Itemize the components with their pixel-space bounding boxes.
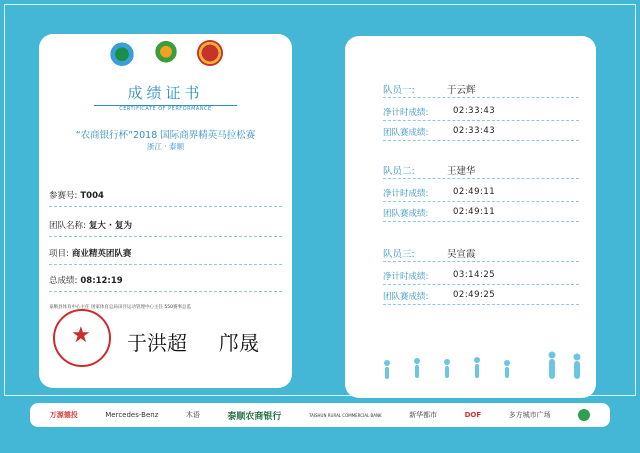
signatory-caption: 泰顺县体育中心主任 国家体育总局田径运动管理中心主任 550赛事总监 <box>49 305 191 310</box>
sponsor-bar <box>30 403 610 427</box>
field-label: 总成绩: <box>49 276 78 286</box>
net-time-row <box>383 187 579 202</box>
signature-2: 邝晟 <box>219 331 259 355</box>
field-value: 商业精英团队赛 <box>71 249 132 259</box>
sponsor-5: TAISHUN RURAL COMMERCIAL BANK <box>308 412 382 418</box>
net-time-value: 03:14:25 <box>453 270 496 280</box>
event-emblem-logo <box>197 40 223 66</box>
member-name-row <box>383 246 579 262</box>
zhejiang-bank-logo <box>109 40 135 66</box>
net-time-label: 净计时成绩: <box>383 189 429 199</box>
total-time-field <box>49 274 282 292</box>
field-label: 团队名称: <box>49 221 86 231</box>
event-location: 浙江 · 泰顺 <box>146 142 185 151</box>
bib-number-field <box>49 189 282 207</box>
member-name-row <box>383 163 579 179</box>
member-label: 队员三: <box>383 249 415 260</box>
sponsor-3: 木语 <box>185 411 200 419</box>
category-field <box>49 247 282 265</box>
results-card <box>345 36 596 398</box>
team-time-label: 团队赛成绩: <box>383 292 429 302</box>
certificate-title: 成绩证书 <box>127 84 204 102</box>
sponsor-4: 泰顺农商银行 <box>227 411 282 422</box>
sponsor-7: DOF <box>464 411 482 419</box>
member-name: 王建华 <box>447 166 476 177</box>
net-time-row <box>383 106 579 121</box>
net-time-label: 净计时成绩: <box>383 108 429 118</box>
runners-silhouette-icon <box>377 349 592 389</box>
field-value: T004 <box>80 191 104 201</box>
team-time-value: 02:49:25 <box>453 290 496 300</box>
field-label: 项目: <box>49 249 69 259</box>
field-label: 参赛号: <box>49 191 78 201</box>
member-label: 队员一: <box>383 85 415 96</box>
member-name: 吴宣霞 <box>447 249 476 260</box>
member-name: 于云辉 <box>447 85 476 96</box>
certificate-card <box>39 34 292 388</box>
net-time-row <box>383 270 579 285</box>
sponsor-emblem-icon <box>578 409 590 421</box>
net-time-label: 净计时成绩: <box>383 272 429 282</box>
team-time-label: 团队赛成绩: <box>383 128 429 138</box>
team-time-row <box>383 126 579 141</box>
organizer-logos <box>39 40 292 66</box>
signature-1: 于洪超 <box>127 331 187 355</box>
member-label: 队员二: <box>383 166 415 177</box>
certificate-title-en: CERTIFICATE OF PERFORMANCE <box>119 106 212 112</box>
team-name-field <box>49 219 282 237</box>
official-seal-icon: ★ <box>53 309 111 367</box>
team-time-value: 02:49:11 <box>453 207 496 217</box>
team-time-row <box>383 207 579 222</box>
team-time-value: 02:33:43 <box>453 126 496 136</box>
field-value: 08:12:19 <box>80 276 123 286</box>
team-time-label: 团队赛成绩: <box>383 209 429 219</box>
sponsor-1: 万源德投 <box>49 411 78 419</box>
member-name-row <box>383 82 579 98</box>
net-time-value: 02:33:43 <box>453 106 496 116</box>
sponsor-2: Mercedes-Benz <box>105 411 159 419</box>
net-time-value: 02:49:11 <box>453 187 496 197</box>
sponsor-8: 多方城市广场 <box>508 411 551 419</box>
event-name: “农商银行杯”2018 国际商界精英马拉松赛 <box>75 130 256 141</box>
team-time-row <box>383 290 579 305</box>
field-value: 复大 · 复为 <box>88 221 133 231</box>
sponsor-6: 新华都市 <box>409 411 438 419</box>
marathon-550-logo <box>153 40 179 66</box>
